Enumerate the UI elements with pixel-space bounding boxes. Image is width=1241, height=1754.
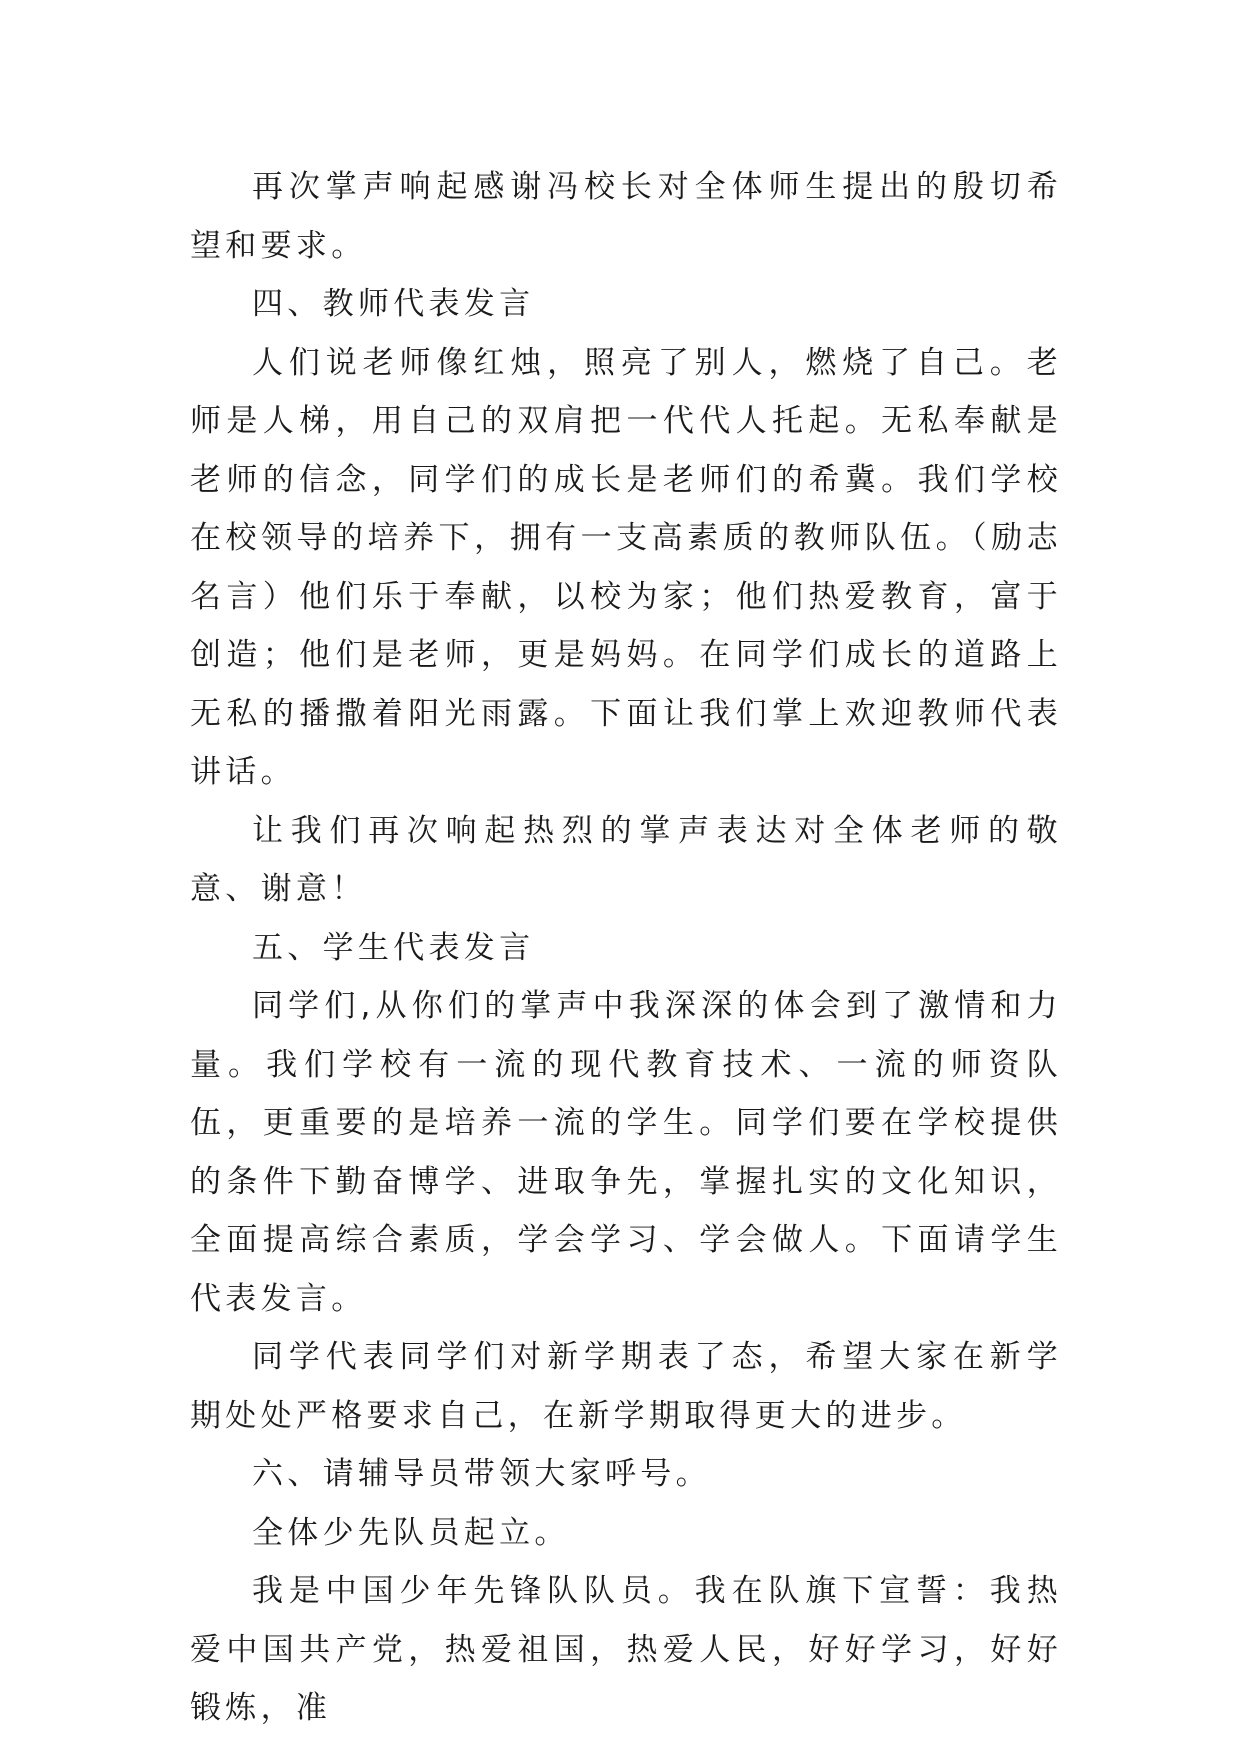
paragraph-stand-up: 全体少先队员起立。 bbox=[252, 1514, 570, 1551]
heading-teacher-speech: 四、教师代表发言 bbox=[252, 286, 535, 322]
paragraph-student-intro: 同学们,从你们的掌声中我深深的体会到了激情和力量。我们学校有一流的现代教育技术、一流的师资队伍，更重要的是培养一流的学生。同学们要在学校提供的条件下勤奋博学、进取争先，掌握扎实的文化知识，全面提高综合素质，学会学习、学会做人。下面请学生代表发言。 bbox=[190, 988, 1062, 1317]
heading-student-speech: 五、学生代表发言 bbox=[252, 929, 535, 966]
paragraph-pledge: 我是中国少年先锋队队员。我在队旗下宣誓：我热爱中国共产党，热爱祖国，热爱人民，好好学习，好好锻炼，准 bbox=[190, 1573, 1062, 1726]
paragraph-applause-teachers: 让我们再次响起热烈的掌声表达对全体老师的敬意、谢意！ bbox=[190, 812, 1062, 907]
paragraph-student-thanks: 同学代表同学们对新学期表了态，希望大家在新学期处处严格要求自己，在新学期取得更大的进步。 bbox=[190, 1339, 1062, 1434]
paragraph-thanks-principal: 再次掌声响起感谢冯校长对全体师生提出的殷切希望和要求。 bbox=[190, 169, 1062, 264]
paragraph-teacher-intro: 人们说老师像红烛，照亮了别人，燃烧了自己。老师是人梯，用自己的双肩把一代代人托起。无私奉献是老师的信念，同学们的成长是老师们的希冀。我们学校在校领导的培养下，拥有一支高素质的教师队伍。（励志名言）他们乐于奉献，以校为家；他们热爱教育，富于创造；他们是老师，更是妈妈。在同学们成长的道路上无私的播撒着阳光雨露。下面让我们掌上欢迎教师代表讲话。 bbox=[190, 344, 1062, 790]
document-body bbox=[190, 158, 1062, 1738]
heading-counselor-pledge: 六、请辅导员带领大家呼号。 bbox=[252, 1456, 711, 1492]
